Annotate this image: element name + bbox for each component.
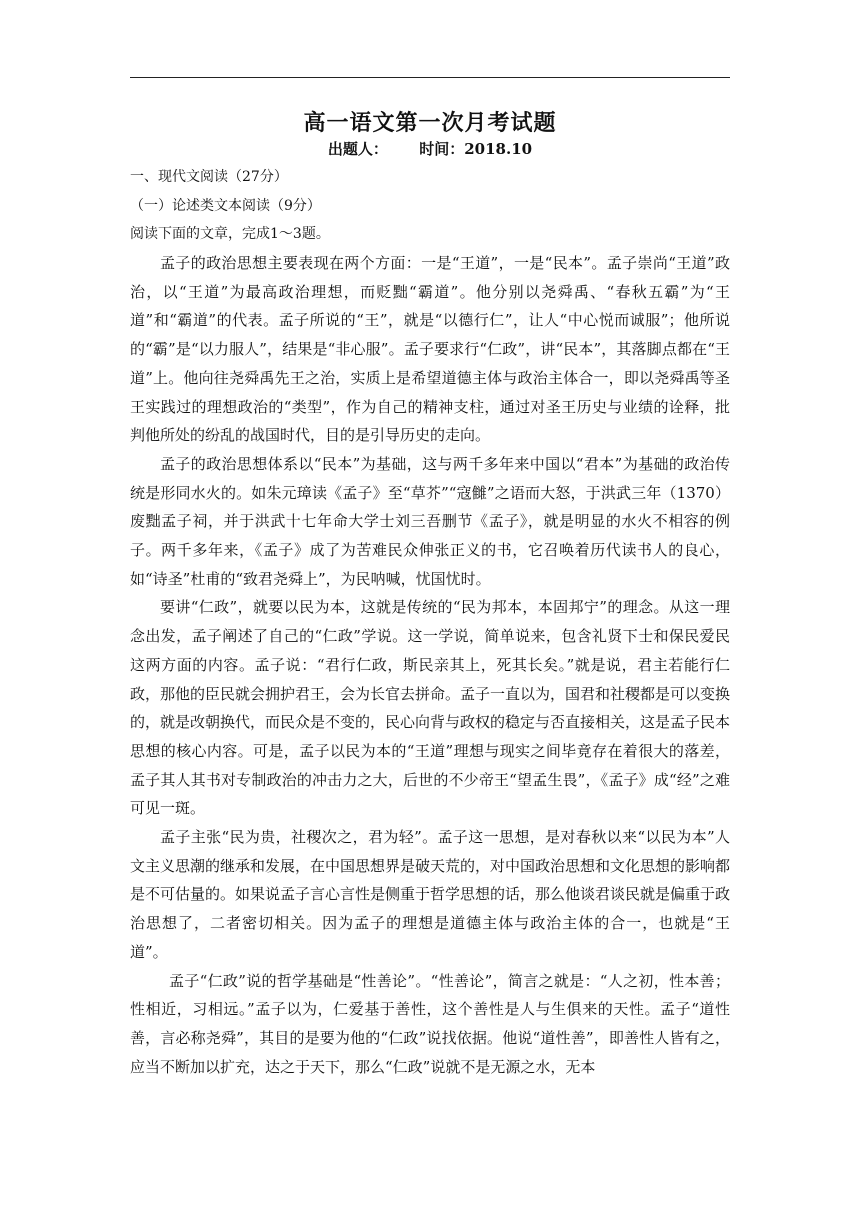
section-heading: 一、现代文阅读（27分）: [130, 169, 288, 185]
header-rule: [130, 77, 730, 78]
article-paragraph: 孟子“仁政”说的哲学基础是“性善论”。“性善论”，简言之就是：“人之初，性本善；性相近，习相远。”孟子以为，仁爱基于善性，这个善性是人与生俱来的天性。孟子“道性善，言必称尧舜”，其目的是要为他的“仁政”说找依据。他说“道性善”，即善性人皆有之，应当不断加以扩充，达之于天下，那么“仁政”说就不是无源之水，无本: [130, 971, 730, 1076]
article-paragraph: 孟子主张“民为贵，社稷次之，君为轻”。孟子这一思想，是对春秋以来“以民为本”人文主义思潮的继承和发展，在中国思想界是破天荒的，对中国政治思想和文化思想的影响都是不可估量的。如果说孟子言心言性是侧重于哲学思想的话，那么他谈君谈民就是偏重于政治思想了，二者密切相关。因为孟子的理想是道德主体与政治主体的合一，也就是“王道”。: [130, 828, 731, 961]
article-paragraph: 孟子的政治思想主要表现在两个方面：一是“王道”，一是“民本”。孟子崇尚“王道”政治，以“王道”为最高政治理想，而贬黜“霸道”。他分别以尧舜禹、“春秋五霸”为“王道”和“霸道”的代表。孟子所说的“王”，就是“以德行仁”，让人“中心悦而诚服”；他所说的“霸”是“以力服人”，结果是“非心服”。孟子要求行“仁政”，讲“民本”，其落脚点都在“王道”上。他向往尧舜禹先王之治，实质上是希望道德主体与政治主体合一，即以尧舜禹等圣王实践过的理想政治的“类型”，作为自己的精神支柱，通过对圣王历史与业绩的诠释，批判他所处的纷乱的战国时代，目的是引导历史的走向。: [130, 254, 730, 445]
reading-instruction: 阅读下面的文章，完成1～3题。: [130, 226, 330, 242]
article-paragraph: 孟子的政治思想体系以“民本”为基础，这与两千多年来中国以“君本”为基础的政治传统是形同水火的。如朱元璋读《孟子》至“草芥”“寇雠”之语而大怒，于洪武三年（1370）废黜孟子祠，并于洪武十七年命大学士刘三吾删节《孟子》，就是明显的水火不相容的例子。两千多年来，《孟子》成了为苦难民众伸张正义的书，它召唤着历代读书人的良心，如“诗圣”杜甫的“致君尧舜上”，为民呐喊，忧国忧时。: [130, 454, 730, 588]
article-body: [130, 249, 730, 1081]
article-paragraph: 要讲“仁政”，就要以民为本，这就是传统的“民为邦本，本固邦宁”的理念。从这一理念出发，孟子阐述了自己的“仁政”学说。这一学说，简单说来，包含礼贤下士和保民爱民这两方面的内容。孟子说：“君行仁政，斯民亲其上，死其长矣。”就是说，君主若能行仁政，那他的臣民就会拥护君王，会为长官去拼命。孟子一直以为，国君和社稷都是可以变换的，就是改朝换代，而民众是不变的，民心向背与政权的稳定与否直接相关，这是孟子民本思想的核心内容。可是，孟子以民为本的“王道”理想与现实之间毕竟存在着很大的落差，孟子其人其书对专制政治的冲击力之大，后世的不少帝王“望孟生畏”，《孟子》成“经”之难可见一斑。: [130, 598, 731, 818]
subsection-heading: （一）论述类文本阅读（9分）: [130, 198, 321, 214]
exam-subtitle: 出题人： 时间：2018.10: [327, 140, 533, 158]
page-title: 高一语文第一次月考试题: [303, 110, 557, 136]
